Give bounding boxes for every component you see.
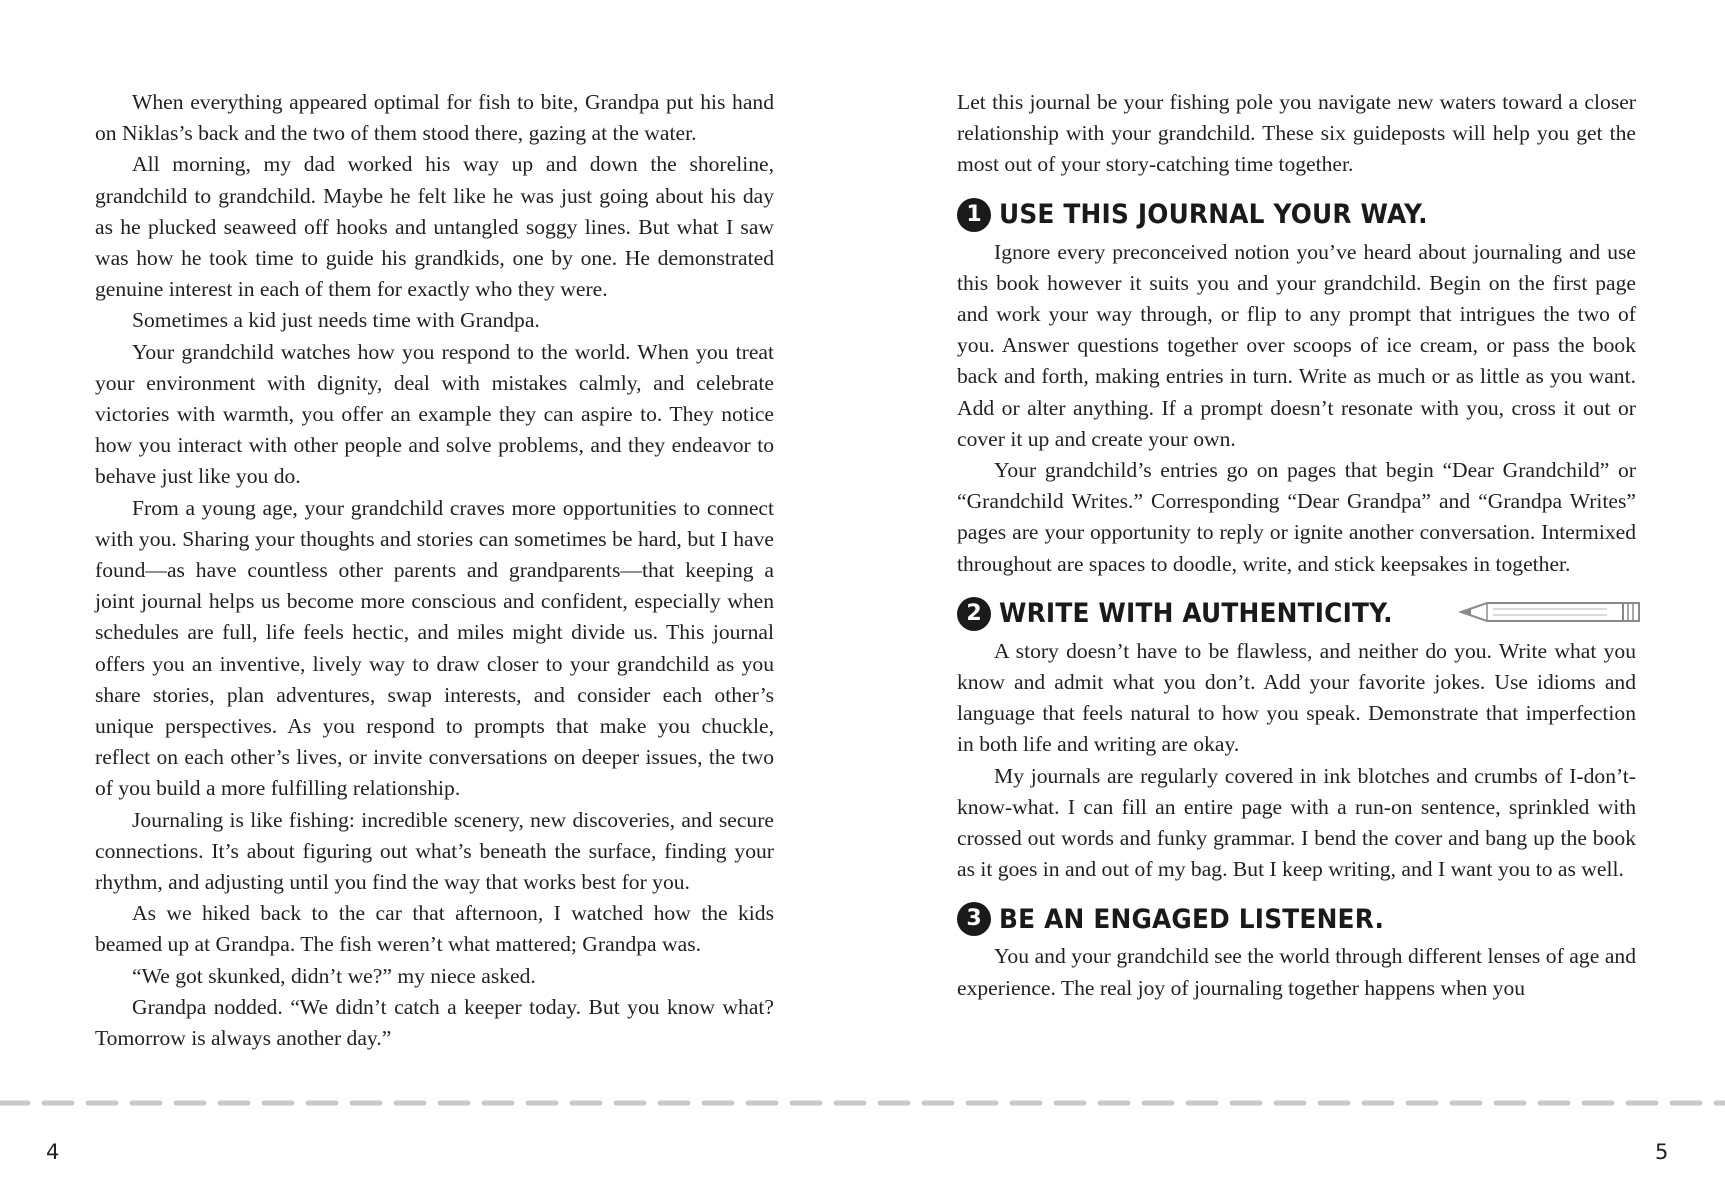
- section-number-badge: 3: [957, 902, 991, 936]
- body-paragraph: All morning, my dad worked his way up and down the shoreline, grandchild to grandchild. Maybe he felt like he was just going about his day as he plucked seaweed off hooks and untangled soggy lines. But what I saw was how he took time to guide his grandkids, one by one. He demonstrated genuine interest in each of them for exactly who they were.: [95, 152, 774, 302]
- body-paragraph: As we hiked back to the car that afternoon, I watched how the kids beamed up at Grandpa. The fish weren’t what mattered; Grandpa was.: [95, 901, 774, 957]
- body-paragraph: When everything appeared optimal for fish to bite, Grandpa put his hand on Niklas’s back and the two of them stood there, gazing at the water.: [95, 90, 774, 146]
- body-paragraph: Grandpa nodded. “We didn’t catch a keeper today. But you know what? Tomorrow is always another day.”: [95, 994, 774, 1051]
- body-paragraph: Journaling is like fishing: incredible scenery, new discoveries, and secure connections. It’s about figuring out what’s beneath the surface, finding your rhythm, and adjusting until you find the way that works best for you.: [95, 807, 774, 895]
- body-paragraph: You and your grandchild see the world through different lenses of age and experience. The real joy of journaling together happens when you: [957, 944, 1636, 1000]
- section-heading-1: [957, 193, 1636, 237]
- page-number-left: 4: [46, 1140, 60, 1164]
- right-page: [862, 0, 1725, 1200]
- left-body-text: [95, 87, 774, 1054]
- section-number-badge: 2: [957, 597, 991, 631]
- section-heading-2: [957, 592, 1636, 636]
- right-body-text: [957, 87, 1636, 1004]
- intro-paragraph: Let this journal be your fishing pole you navigate new waters toward a closer relationship with your grandchild. These six guideposts will help you get the most out of your story-catching time together.: [957, 90, 1636, 177]
- section-title: WRITE WITH AUTHENTICITY.: [999, 598, 1393, 630]
- section-number-badge: 1: [957, 198, 991, 232]
- left-page: [0, 0, 862, 1200]
- body-paragraph: Ignore every preconceived notion you’ve heard about journaling and use this book however it suits you and your grandchild. Begin on the first page and work your way through, or flip to any prompt that intrigues the two of you. Answer questions together over scoops of ice cream, or pass the book back and forth, making entries in turn. Write as much or as little as you want. Add or alter anything. If a prompt doesn’t resonate with you, cross it out or cover it up and create your own.: [957, 239, 1636, 451]
- body-paragraph: My journals are regularly covered in ink blotches and crumbs of I-don’t-know-what. I can fill an entire page with a run-on sentence, sprinkled with crossed out words and funky grammar. I bend the cover and bang up the book as it goes in and out of my bag. But I keep writing, and I want you to as well.: [957, 763, 1636, 882]
- body-paragraph: Your grandchild’s entries go on pages that begin “Dear Grandchild” or “Grandchild Writes.” Corresponding “Dear Grandpa” and “Grandpa Writes” pages are your opportunity to reply or ignite another conversation. Intermixed throughout are spaces to doodle, write, and stick keepsakes in together.: [957, 458, 1636, 576]
- body-paragraph: From a young age, your grandchild craves more opportunities to connect with you. Sharing your thoughts and stories can sometimes be hard, but I have found—as have countless other parents and grandparents—that keeping a joint journal helps us become more conscious and confident, especially when schedules are full, life feels hectic, and miles might divide us. This journal offers you an inventive, lively way to draw closer to your grandchild as you share stories, plan adventures, swap interests, and consider each other’s unique perspectives. As you respond to prompts that make you chuckle, reflect on each other’s lives, or invite conversations on deeper issues, the two of you build a more fulfilling relationship.: [95, 495, 774, 801]
- pencil-icon: [1457, 599, 1643, 630]
- section-title: USE THIS JOURNAL YOUR WAY.: [999, 199, 1428, 231]
- body-paragraph: Sometimes a kid just needs time with Grandpa.: [132, 308, 540, 333]
- body-paragraph: “We got skunked, didn’t we?” my niece asked.: [132, 963, 536, 988]
- section-title: BE AN ENGAGED LISTENER.: [999, 903, 1385, 935]
- dashed-divider: [0, 1096, 1725, 1110]
- body-paragraph: Your grandchild watches how you respond to the world. When you treat your environment with dignity, deal with mistakes calmly, and celebrate victories with warmth, you offer an example they can aspire to. They notice how you interact with other people and solve problems, and they endeavor to behave just like you do.: [95, 339, 774, 489]
- body-paragraph: A story doesn’t have to be flawless, and neither do you. Write what you know and admit what you don’t. Add your favorite jokes. Use idioms and language that feels natural to how you speak. Demonstrate that imperfection in both life and writing are okay.: [957, 638, 1636, 757]
- page-number-right: 5: [1655, 1140, 1669, 1164]
- section-heading-3: [957, 897, 1636, 941]
